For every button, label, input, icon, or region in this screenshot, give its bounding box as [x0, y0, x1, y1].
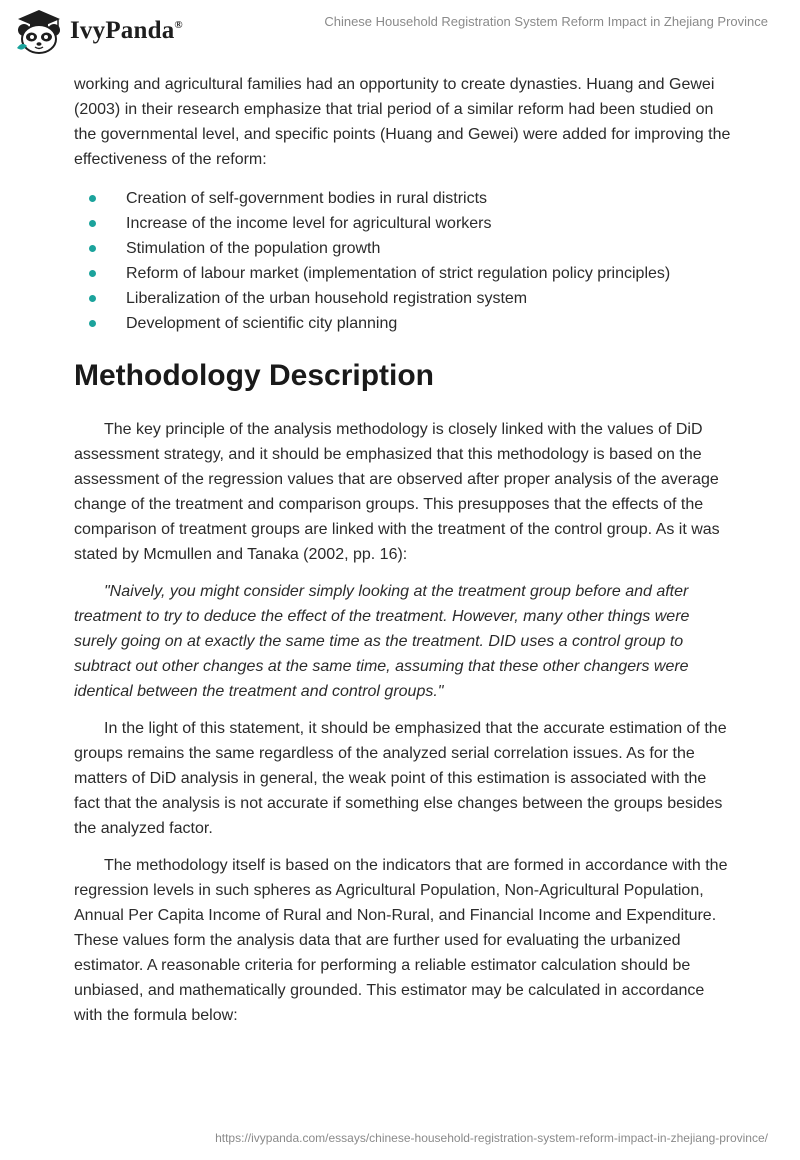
list-item: Reform of labour market (implementation of strict regulation policy principles)	[74, 261, 734, 286]
logo-text: IvyPanda®	[70, 17, 183, 44]
reform-points-list	[74, 186, 734, 336]
list-item: Stimulation of the population growth	[74, 236, 734, 261]
page-header	[0, 0, 800, 70]
list-item: Liberalization of the urban household registration system	[74, 286, 734, 311]
methodology-paragraph-2: In the light of this statement, it should be emphasized that the accurate estimation of the groups remains the same regardless of the analyzed serial correlation issues. As for the matters of DiD analysis in general, the weak point of this estimation is associated with the fact that the analysis is not accurate if something else changes between the groups besides the analyzed factor.	[74, 720, 727, 837]
essay-content	[74, 72, 734, 1040]
methodology-paragraph-3: The methodology itself is based on the indicators that are formed in accordance with the regression levels in such spheres as Agricultural Population, Non-Agricultural Population, Annual Per Capita Income of Rural and Non-Rural, and Financial Income and Expenditure. These values form the analysis data that are further used for evaluating the urbanized estimator. A reasonable criteria for performing a reliable estimator calculation should be unbiased, and mathematically grounded. This estimator may be calculated in accordance with the formula below:	[74, 857, 728, 1024]
section-heading: Methodology Description	[74, 359, 434, 392]
list-item: Increase of the income level for agricultural workers	[74, 211, 734, 236]
methodology-paragraph-1: The key principle of the analysis methodology is closely linked with the values of DiD assessment strategy, and it should be emphasized that this methodology is based on the assessment of the regression values that are observed after proper analysis of the average change of the treatment and comparison groups. This presupposes that the effects of the comparison of treatment groups are linked with the treatment of the control group. As it was stated by Mcmullen and Tanaka (2002, pp. 16):	[74, 421, 720, 563]
source-url-link[interactable]: https://ivypanda.com/essays/chinese-household-registration-system-reform-impact-in-zhejiang-province/	[215, 1131, 768, 1145]
document-title: Chinese Household Registration System Reform Impact in Zhejiang Province	[324, 14, 768, 29]
list-item: Development of scientific city planning	[74, 311, 734, 336]
block-quote: "Naively, you might consider simply looking at the treatment group before and after treatment to try to deduce the effect of the treatment. However, many other things were surely going on at exactly the same time as the treatment. DID uses a control group to subtract out other changes at the same time, assuming that these other changers were identical between the treatment and control groups."	[74, 583, 690, 700]
panda-icon	[14, 8, 64, 54]
intro-paragraph: working and agricultural families had an opportunity to create dynasties. Huang and Gewei (2003) in their research emphasize that trial period of a similar reform had been studied on the governmental level, and specific points (Huang and Gewei) were added for improving the effectiveness of the reform:	[74, 76, 731, 168]
ivypanda-logo[interactable]	[14, 8, 183, 54]
list-item: Creation of self-government bodies in rural districts	[74, 186, 734, 211]
